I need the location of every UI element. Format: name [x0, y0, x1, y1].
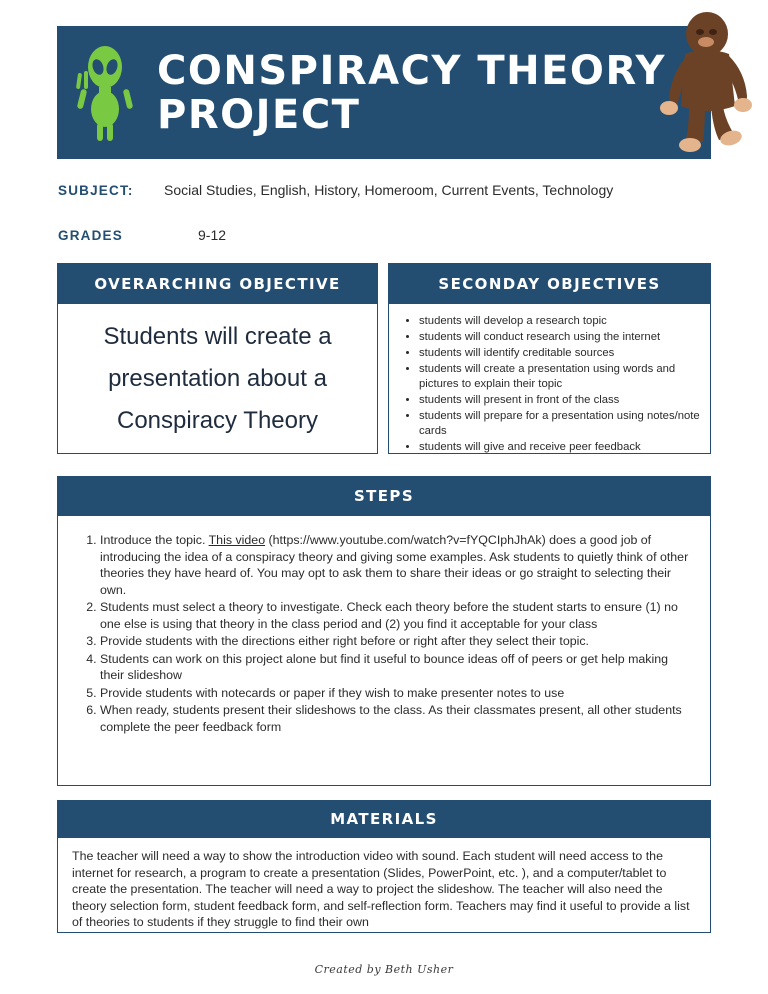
materials-body — [57, 838, 711, 933]
secondary-objectives-heading: SECONDAY OBJECTIVES — [388, 263, 711, 304]
list-item: • students will conduct research using the internet — [419, 330, 700, 345]
step-text-suffix: (https://www.youtube.com/watch?v=fYQCIphJhAk) does a good job of introducing the idea of a conspiracy theory and giving some examples. Ask students to quietly think of other theories they have heard of. You may opt to ask them to share their ideas or go straight to selecting their own. — [100, 533, 689, 597]
subject-value: Social Studies, English, History, Homeroom, Current Events, Technology — [164, 182, 614, 198]
list-item — [100, 685, 694, 702]
secondary-objectives-card — [388, 263, 711, 454]
secondary-objectives-body — [388, 304, 711, 454]
list-item — [100, 651, 694, 684]
header-title-line-1: CONSPIRACY THEORY — [157, 47, 667, 94]
list-item: • students will prepare for a presentation using notes/note cards — [419, 409, 700, 439]
materials-text: The teacher will need a way to show the introduction video with sound. Each student will need access to the internet for research, a program to create a presentation (Slides, PowerPoint, etc. ), and a computer/tablet to create the presentation. The teacher will need a way to project the slideshow. The teacher will also need the theory selection form, student feedback form, and self-reflection form. Teachers may find it useful to provide a list of theories to students if they struggle to find their own — [72, 849, 690, 929]
video-link[interactable]: This video — [208, 533, 266, 547]
step-text-prefix: Provide students with the directions either right before or right after they select their topic. — [100, 634, 589, 648]
steps-body — [57, 516, 711, 786]
list-item: • students will give and receive peer feedback — [419, 440, 700, 455]
list-item: • students will identify creditable sources — [419, 346, 700, 361]
bigfoot-icon — [655, 6, 755, 156]
header-banner — [57, 26, 711, 159]
step-text-prefix: Provide students with notecards or paper if they wish to make presenter notes to use — [100, 685, 565, 700]
step-text-prefix: Students can work on this project alone but find it useful to bounce ideas off of peers or get help making their slideshow — [100, 651, 669, 682]
grades-value: 9-12 — [198, 227, 227, 243]
alien-icon — [57, 26, 153, 159]
secondary-objectives-list — [399, 314, 700, 455]
subject-label: SUBJECT: — [58, 183, 134, 198]
list-item — [100, 599, 694, 632]
step-text-prefix: Introduce the topic. — [100, 533, 209, 547]
grades-row — [58, 227, 226, 243]
steps-card — [57, 476, 711, 786]
list-item: • students will present in front of the class — [419, 393, 700, 408]
grades-label: GRADES — [58, 228, 123, 243]
list-item — [100, 702, 694, 735]
overarching-objective-heading: OVERARCHING OBJECTIVE — [57, 263, 378, 304]
footer-credit: Created by Beth Usher — [314, 963, 454, 976]
header-title — [153, 49, 711, 137]
header-title-line-2: PROJECT — [157, 91, 361, 138]
list-item — [100, 532, 694, 598]
overarching-objective-card — [57, 263, 378, 454]
materials-heading: MATERIALS — [57, 800, 711, 838]
list-item — [100, 633, 694, 650]
step-text-prefix: When ready, students present their slideshows to the class. As their classmates present, all other students complete the peer feedback form — [100, 703, 682, 734]
materials-card — [57, 800, 711, 933]
steps-list — [74, 532, 694, 735]
subject-row — [58, 182, 613, 198]
overarching-objective-body — [57, 304, 378, 454]
list-item: • students will develop a research topic — [419, 314, 700, 329]
overarching-objective-text: Students will create a presentation about a Conspiracy Theory — [103, 322, 332, 434]
step-text-prefix: Students must select a theory to investigate. Check each theory before the student starts to ensure (1) no one else is using that theory in the class period and (2) you find it acceptable for your class — [100, 600, 678, 631]
list-item: • students will create a presentation using words and pictures to explain their topic — [419, 362, 700, 392]
steps-heading: STEPS — [57, 476, 711, 516]
